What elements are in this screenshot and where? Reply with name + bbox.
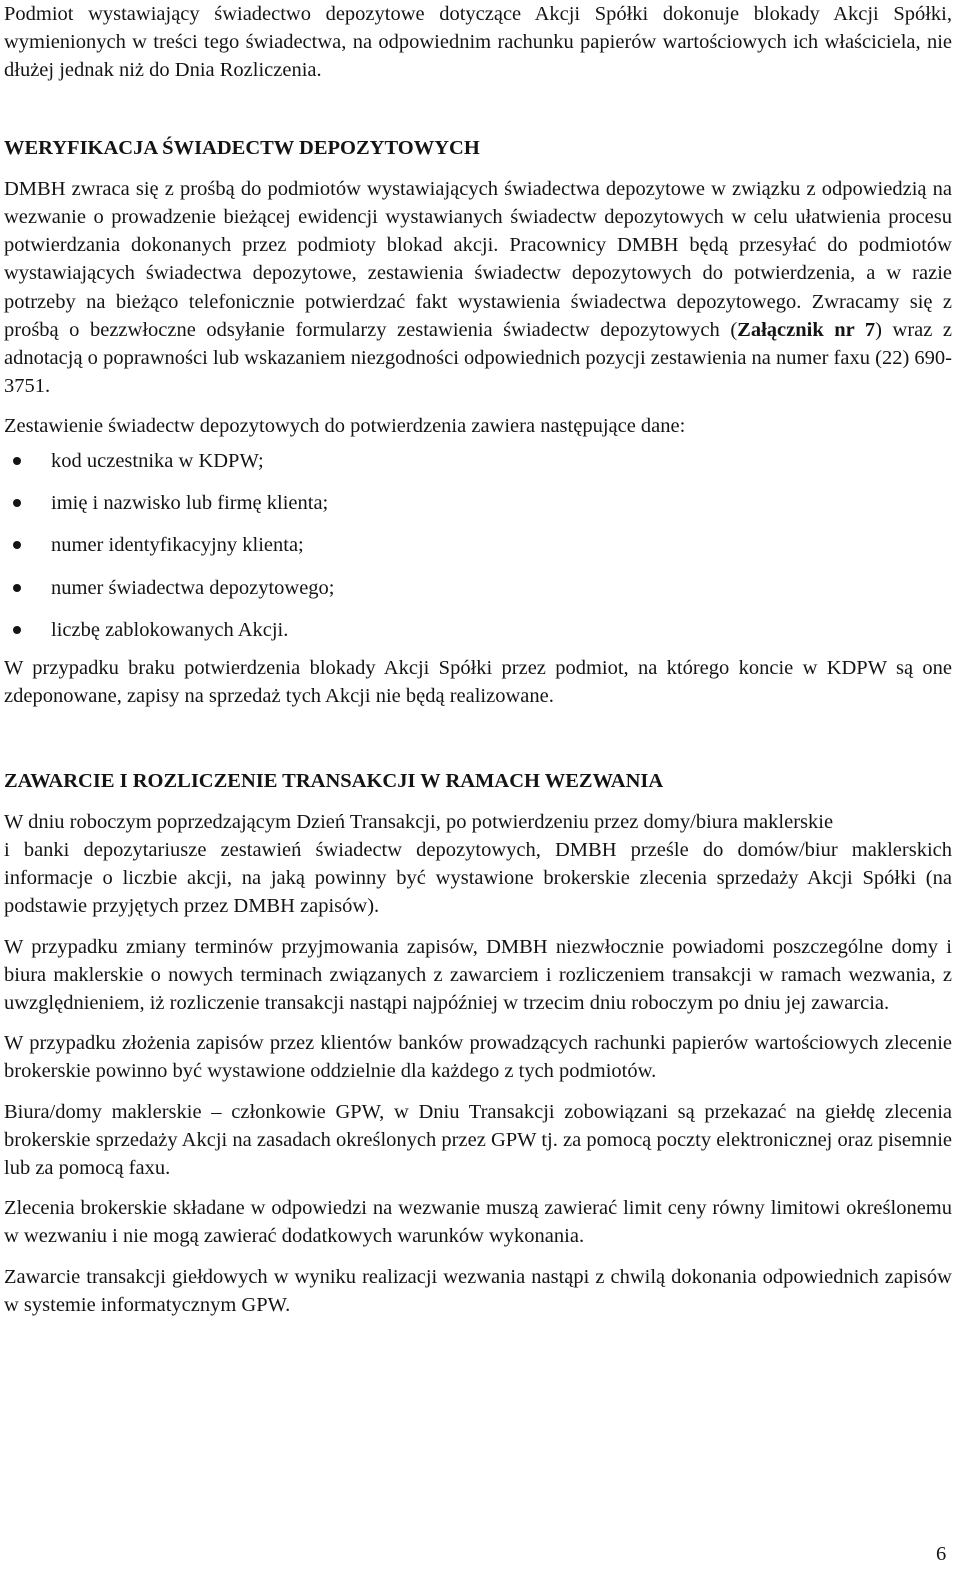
list-item-text: numer świadectwa depozytowego; xyxy=(51,576,335,599)
list-intro: Zestawienie świadectw depozytowych do potwierdzenia zawiera następujące dane: xyxy=(4,415,686,438)
section2-paragraph-1b: i banki depozytariusze zestawień świadectw depozytowych, DMBH prześle do domów/biur maklerskich informacje o liczbie akcji, na jaką powinny być wystawione brokerskie zlecenia sprzedaży Akcji Spółki (na podstawie przyjętych przez DMBH zapisów). xyxy=(4,838,952,918)
section1-paragraph-2: W przypadku braku potwierdzenia blokady Akcji Spółki przez podmiot, na którego koncie w KDPW są one zdeponowane, zapisy na sprzedaż tych Akcji nie będą realizowane. xyxy=(4,657,952,708)
section-heading-zawarcie: ZAWARCIE I ROZLICZENIE TRANSAKCJI W RAMACH WEZWANIA xyxy=(4,769,664,792)
list-item-text: imię i nazwisko lub firmę klienta; xyxy=(51,491,329,514)
list-item-text: liczbę zablokowanych Akcji. xyxy=(51,618,289,641)
bullet-icon xyxy=(13,457,21,465)
list-item-text: numer identyfikacyjny klienta; xyxy=(51,534,304,557)
list-item xyxy=(4,489,952,517)
section2-paragraph-6: Zawarcie transakcji giełdowych w wyniku realizacji wezwania nastąpi z chwilą dokonania odpowiednich zapisów w systemie informatycznym GPW. xyxy=(4,1265,952,1316)
section2-paragraph-2: W przypadku zmiany terminów przyjmowania zapisów, DMBH niezwłocznie powiadomi poszczególne domy i biura maklerskie o nowych terminach związanych z zawarciem i rozliczeniem transakcji w ramach wezwania, z uwzględnieniem, iż rozliczenie transakcji nastąpi najpóźniej w trzecim dniu roboczym po dniu jej zawarcia. xyxy=(4,935,952,1014)
section2-paragraph-1a: W dniu roboczym poprzedzającym Dzień Transakcji, po potwierdzeniu przez domy/biura maklerskie xyxy=(4,810,834,833)
section-heading-weryfikacja: WERYFIKACJA ŚWIADECTW DEPOZYTOWYCH xyxy=(4,136,480,159)
list-item-text: kod uczestnika w KDPW; xyxy=(51,449,264,472)
list-item xyxy=(4,531,952,559)
section2-paragraph-3: W przypadku złożenia zapisów przez klientów banków prowadzących rachunki papierów wartościowych zlecenie brokerskie powinno być wystawione oddzielnie dla każdego z tych podmiotów. xyxy=(4,1032,952,1083)
list-item xyxy=(4,447,952,475)
bullet-icon xyxy=(13,541,21,549)
section1-paragraph-1-text-b: ) wraz z adnotacją o poprawności lub wskazaniem niezgodności odpowiednich pozycji zestawienia na numer faxu (22) 690-3751. xyxy=(4,318,952,398)
page-number: 6 xyxy=(936,1543,947,1565)
intro-paragraph: Podmiot wystawiający świadectwo depozytowe dotyczące Akcji Spółki dokonuje blokady Akcji Spółki, wymienionych w treści tego świadectwa, na odpowiednim rachunku papierów wartościowych ich właściciela, nie dłużej jednak niż do Dnia Rozliczenia. xyxy=(4,3,952,82)
document-page xyxy=(4,0,952,1319)
attachment-reference: Załącznik nr 7 xyxy=(737,318,876,341)
list-item xyxy=(4,574,952,602)
section1-paragraph-1 xyxy=(4,175,952,401)
data-fields-list xyxy=(4,447,952,644)
section2-paragraph-4: Biura/domy maklerskie – członkowie GPW, w Dniu Transakcji zobowiązani są przekazać na giełdę zlecenia brokerskie sprzedaży Akcji na zasadach określonych przez GPW tj. za pomocą poczty elektronicznej oraz pisemnie lub za pomocą faxu. xyxy=(4,1100,952,1179)
section1-paragraph-1-text-a: DMBH zwraca się z prośbą do podmiotów wystawiających świadectwa depozytowe w związku z odpowiedzią na wezwanie o prowadzenie bieżącej ewidencji wystawianych świadectw depozytowych w celu ułatwienia procesu potwierdzania dokonanych przez podmioty blokad akcji. Pracownicy DMBH będą przesyłać do podmiotów wystawiających świadectwa depozytowe, zestawienia świadectw depozytowych do potwierdzenia, a w razie potrzeby na bieżąco telefonicznie potwierdzać fakt wystawienia świadectwa depozytowego. Zwracamy się z prośbą o bezzwłoczne odsyłanie formularzy zestawienia świadectw depozytowych ( xyxy=(4,177,952,341)
bullet-icon xyxy=(13,584,21,592)
bullet-icon xyxy=(13,499,21,507)
bullet-icon xyxy=(13,626,21,634)
section2-paragraph-5: Zlecenia brokerskie składane w odpowiedzi na wezwanie muszą zawierać limit ceny równy limitowi określonemu w wezwaniu i nie mogą zawierać dodatkowych warunków wykonania. xyxy=(4,1197,952,1248)
list-item xyxy=(4,616,952,644)
